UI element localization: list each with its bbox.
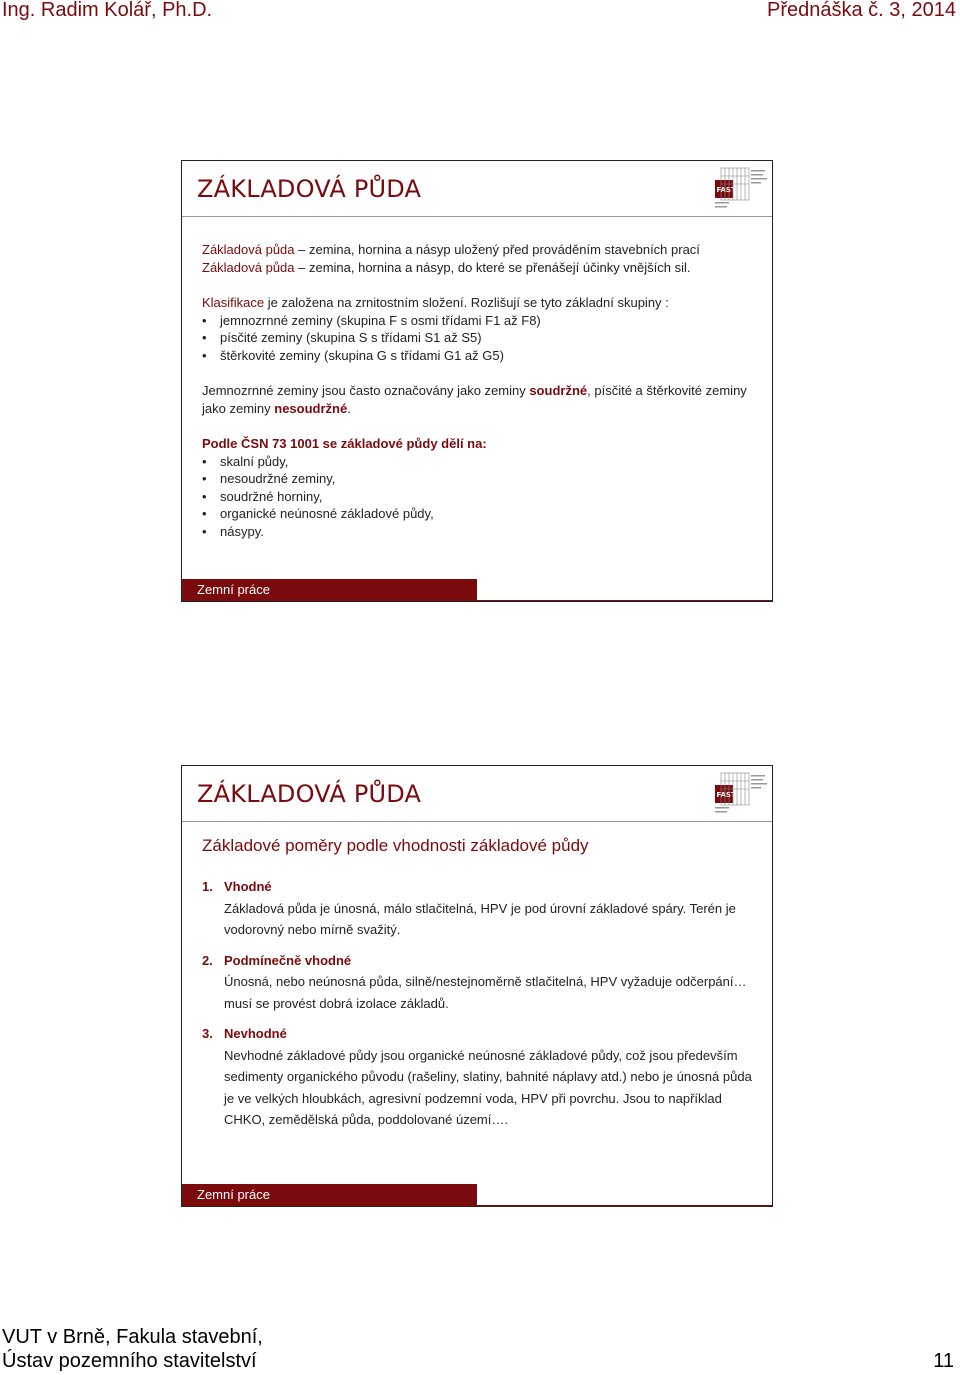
list-item: • nesoudržné zeminy, <box>202 470 762 488</box>
item-heading: Podmínečně vhodné <box>224 952 352 968</box>
item-number: 3. <box>202 1026 213 1041</box>
item-text: Nevhodné základové půdy jsou organické neúnosné základové půdy, což jsou především sedimenty organického původu (rašeliny, slatiny, bahnité náplavy atd.) nebo je únosná půda je ve velkých hloubkách, agresivní podzemní voda, HPV při povrchu. Jsou to například CHKO, zemědělská půda, poddolované území…. <box>224 1047 752 1127</box>
lecture-label: Přednáška č. 3, 2014 <box>766 0 956 21</box>
fast-logo-icon <box>715 771 773 817</box>
footer-department: Ústav pozemního stavitelství <box>2 1350 257 1372</box>
spacer <box>202 364 762 382</box>
csn-heading: Podle ČSN 73 1001 se základové půdy dělí na: <box>202 436 487 451</box>
list-item <box>202 1023 757 1131</box>
list-item: • štěrkovité zeminy (skupina G s třídami G1 až G5) <box>202 347 762 365</box>
page-header <box>0 0 960 24</box>
fast-logo-icon <box>715 166 773 212</box>
list-item: • organické neúnosné základové půdy, <box>202 505 762 523</box>
spacer <box>202 417 762 435</box>
item-heading: Vhodné <box>224 879 272 894</box>
slide-footer-line <box>477 600 772 601</box>
suitability-list <box>202 876 757 1140</box>
list-item: • jemnozrnné zeminy (skupina F s osmi třídami F1 až F8) <box>202 312 762 330</box>
slide-1 <box>181 160 773 602</box>
slide-footer-bar: Zemní práce <box>182 1184 477 1206</box>
definition-2: Základová půda – zemina, hornina a násyp, do které se přenášejí účinky vnějších sil. <box>202 259 691 275</box>
title-divider <box>182 821 772 822</box>
slide-footer-line <box>477 1205 772 1206</box>
spacer <box>202 276 762 294</box>
item-text: Základová půda je únosná, málo stlačitelná, HPV je pod úrovní základové spáry. Terén je vodorovný nebo mírně svažitý. <box>224 900 736 937</box>
item-heading: Nevhodné <box>224 1026 287 1041</box>
slide-title: ZÁKLADOVÁ PŮDA <box>197 175 422 203</box>
definition-1: Základová půda – zemina, hornina a násyp uložený před prováděním stavebních prací <box>202 242 700 257</box>
classification-text: Klasifikace je založena na zrnitostním složení. Rozlišují se tyto základní skupiny : <box>202 295 669 310</box>
item-number: 2. <box>202 952 213 968</box>
title-divider <box>182 216 772 217</box>
page-footer <box>2 1325 958 1373</box>
svg-text:FAST: FAST <box>716 186 736 194</box>
slide-2 <box>181 765 773 1207</box>
list-item: • skalní půdy, <box>202 453 762 471</box>
soil-groups-list <box>202 312 762 365</box>
cohesion-paragraph: Jemnozrnné zeminy jsou často označovány jako zeminy soudržné, písčité a štěrkovité zeminy jako zeminy nesoudržné. <box>202 383 747 416</box>
list-item: • soudržné horniny, <box>202 488 762 506</box>
svg-text:FAST: FAST <box>716 791 736 799</box>
list-item: • násypy. <box>202 523 762 541</box>
footer-institution: VUT v Brně, Fakula stavební, <box>2 1326 263 1348</box>
page-number: 11 <box>933 1350 954 1372</box>
list-item <box>202 950 757 1015</box>
slide-1-body <box>202 241 762 540</box>
item-number: 1. <box>202 879 213 894</box>
slide-title: ZÁKLADOVÁ PŮDA <box>197 780 422 808</box>
slide-footer-bar: Zemní práce <box>182 579 477 601</box>
list-item: • písčité zeminy (skupina S s třídami S1 až S5) <box>202 329 762 347</box>
item-text: Únosná, nebo neúnosná půda, silně/nestejnoměrně stlačitelná, HPV vyžaduje odčerpání…musí se provést dobrá izolace základů. <box>224 974 747 1011</box>
slide-subtitle: Základové poměry podle vhodnosti základové půdy <box>202 836 589 855</box>
csn-list <box>202 453 762 541</box>
author-name: Ing. Radim Kolář, Ph.D. <box>2 0 213 21</box>
list-item <box>202 876 757 941</box>
